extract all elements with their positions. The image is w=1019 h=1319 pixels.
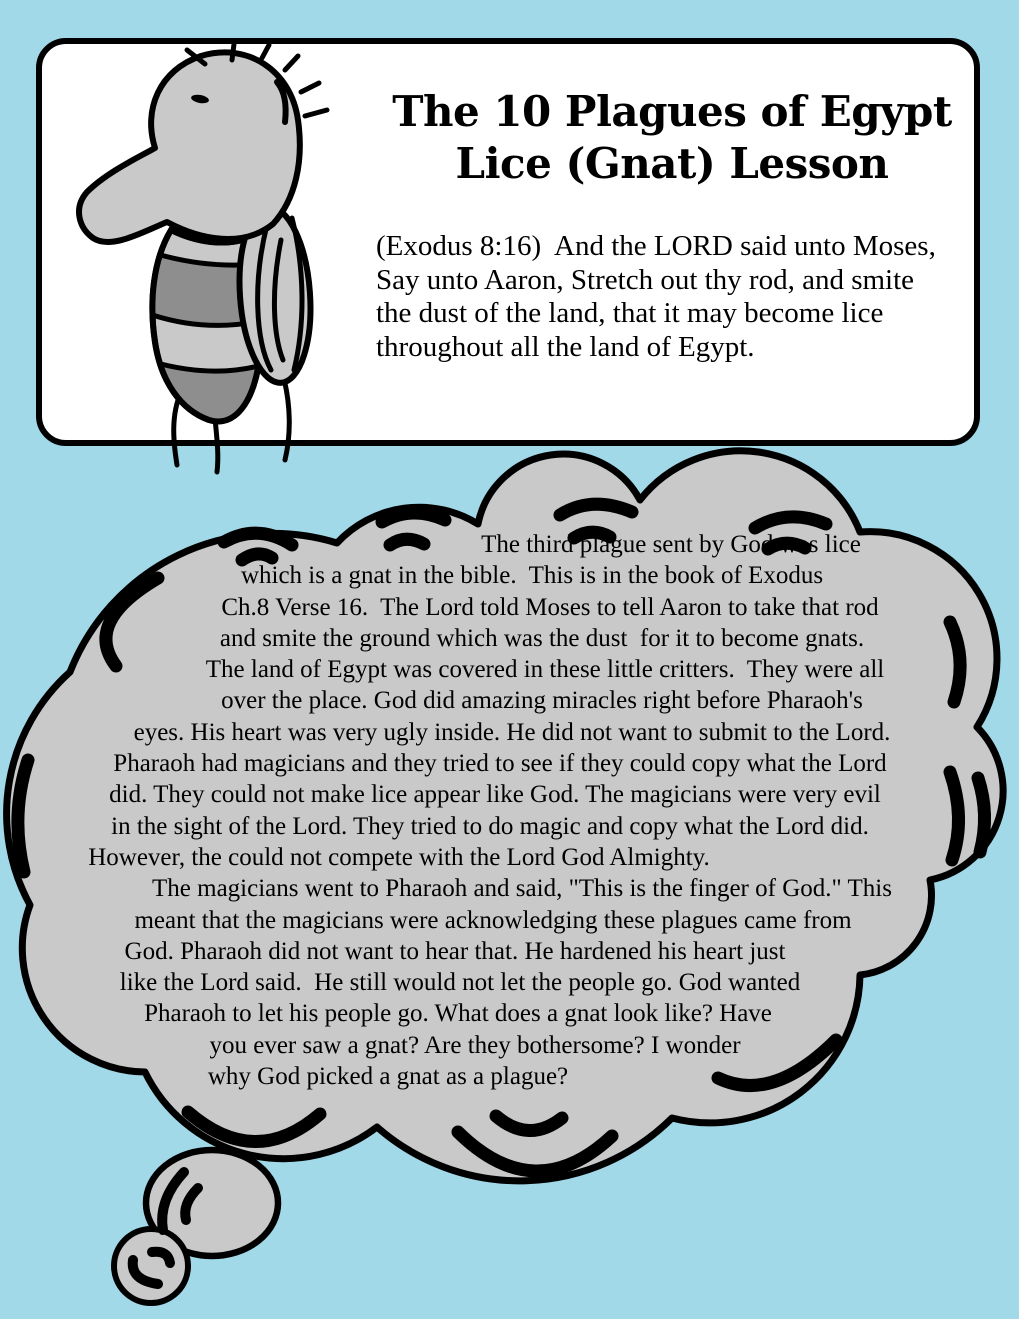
- cloud-text-line: meant that the magicians were acknowledging these plagues came from: [134, 906, 852, 934]
- lesson-title-line1: The 10 Plagues of Egypt: [392, 87, 952, 136]
- cloud-text-line: which is a gnat in the bible. This is in the book of Exodus: [240, 562, 824, 590]
- cloud-text-line: in the sight of the Lord. They tried to do magic and copy what the Lord did.: [111, 812, 869, 840]
- verse-line: Say unto Aaron, Stretch out thy rod, and smite: [376, 263, 915, 296]
- cloud-text-line: over the place. God did amazing miracles right before Pharaoh's: [221, 687, 863, 715]
- cloud-text-line: Pharaoh had magicians and they tried to see if they could copy what the Lord: [113, 750, 887, 778]
- lesson-title-line2: Lice (Gnat) Lesson: [455, 139, 889, 188]
- verse-line: the dust of the land, that it may become lice: [376, 297, 884, 329]
- cloud-text-line: and smite the ground which was the dust for it to become gnats.: [219, 624, 865, 652]
- verse-line: (Exodus 8:16) And the LORD said unto Moses,: [376, 230, 936, 262]
- gnat-illustration: [55, 40, 345, 480]
- cloud-text-line: Ch.8 Verse 16. The Lord told Moses to tell Aaron to take that rod: [221, 593, 879, 621]
- cloud-text-line: The land of Egypt was covered in these little critters. They were all: [205, 656, 885, 684]
- cloud-text-line: you ever saw a gnat? Are they bothersome? I wonder: [209, 1031, 741, 1059]
- cloud-text-line: did. They could not make lice appear like God. The magicians were very evil: [109, 781, 881, 809]
- lesson-title: [372, 86, 972, 190]
- cloud-text-line: eyes. His heart was very ugly inside. He did not want to submit to the Lord.: [133, 718, 891, 746]
- cloud-text-line: God. Pharaoh did not want to hear that. He hardened his heart just: [124, 937, 786, 965]
- cloud-text-line: The third plague sent by God was lice: [481, 531, 861, 558]
- verse-line: throughout all the land of Egypt.: [376, 330, 755, 363]
- thought-bubble-small: [114, 1229, 188, 1303]
- cloud-text-line: However, the could not compete with the Lord God Almighty.: [88, 843, 710, 871]
- cloud-text-line: Pharaoh to let his people go. What does a gnat look like? Have: [144, 1000, 772, 1028]
- cloud-text-line: like the Lord said. He still would not let the people go. God wanted: [119, 969, 801, 997]
- cloud-text: [10, 529, 1010, 1092]
- scripture-verse: [376, 230, 976, 364]
- cloud-text-line: The magicians went to Pharaoh and said, "This is the finger of God." This: [152, 875, 892, 903]
- cloud-text-line: why God picked a gnat as a plague?: [207, 1063, 569, 1091]
- gnat-head: [79, 52, 300, 242]
